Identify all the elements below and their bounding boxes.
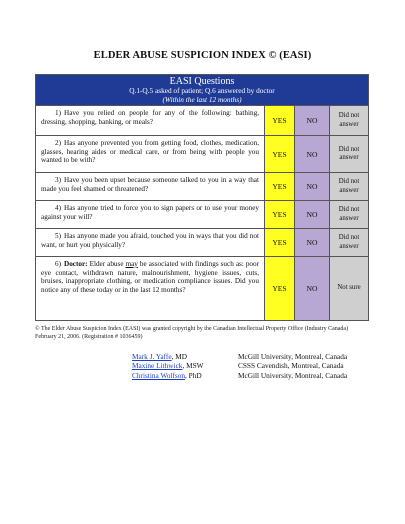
question-text-rest: be associated with findings such as: poor eye contact, withdrawn nature, malnourishment, hygiene issues, cuts, bruises, inappropriate clothing, or medication compliance issues. Did you notice any of these today or in the last 12 months? [41,260,259,295]
author-list [132,352,347,380]
author-credential: , PhD [185,370,202,380]
question-row-1 [36,106,369,136]
yes-option[interactable]: YES [265,201,295,229]
question-cell [36,257,265,321]
question-text: Has anyone made you afraid, touched you in ways that you did not want, or hurt you physically? [41,232,259,249]
author-name-link[interactable]: Maxine Lithwick [132,361,183,371]
question-cell [36,173,265,201]
question-text: Have you been upset because someone talked to you in a way that made you feel shamed or threatened? [41,176,259,193]
no-option[interactable]: NO [295,136,330,173]
question-cell [36,106,265,136]
question-row-3 [36,173,369,201]
author-affiliation: McGill University, Montreal, Canada [238,352,348,361]
question-number: 5) [55,232,61,240]
no-option[interactable]: NO [295,257,330,321]
author-affiliation: McGill University, Montreal, Canada [238,370,348,380]
yes-option[interactable]: YES [265,173,295,201]
table-header [36,75,369,106]
author-credential: , MSW [182,361,204,371]
no-option[interactable]: NO [295,229,330,257]
author-row [132,361,347,370]
question-cell [36,229,265,257]
question-number: 6) [55,260,61,268]
did-not-answer-option[interactable]: Did not answer [330,201,369,229]
author-name-link[interactable]: Mark J. Yaffe [132,352,172,361]
yes-option[interactable]: YES [265,229,295,257]
question-row-6 [36,257,369,321]
doctor-label: Doctor: [64,260,88,268]
did-not-answer-option[interactable]: Did not answer [330,136,369,173]
question-text-may: may [125,260,138,268]
question-row-4 [36,201,369,229]
question-number: 3) [55,176,61,184]
question-row-2 [36,136,369,173]
question-text [41,260,259,294]
yes-option[interactable]: YES [265,136,295,173]
not-sure-option[interactable]: Not sure [330,257,369,321]
table-header-timeframe: (Within the last 12 months) [162,94,242,104]
author-row [132,352,347,361]
did-not-answer-option[interactable]: Did not answer [330,173,369,201]
did-not-answer-option[interactable]: Did not answer [330,106,369,136]
question-cell [36,136,265,173]
document-title: ELDER ABUSE SUSPICION INDEX © (EASI) [93,50,312,61]
no-option[interactable]: NO [295,173,330,201]
question-number: 2) [55,139,61,147]
question-text-start: Elder abuse [89,260,124,268]
no-option[interactable]: NO [295,201,330,229]
author-affiliation: CSSS Cavendish, Montreal, Canada [238,361,344,371]
question-number: 4) [55,204,61,212]
question-row-5 [36,229,369,257]
yes-option[interactable]: YES [265,257,295,321]
question-cell [36,201,265,229]
author-credential: , MD [171,352,187,361]
did-not-answer-option[interactable]: Did not answer [330,229,369,257]
question-text: Has anyone tried to force you to sign papers or to use your money against your will? [41,204,259,221]
table-header-row [36,75,369,106]
table-header-title: EASI Questions [169,76,235,87]
copyright-notice: © The Elder Abuse Suspicion Index (EASI) was granted copyright by the Canadian Intellectual Property Office (Industry Canada) February 21, 2006. (Registration # 1036459) [35,326,349,341]
question-text: Has anyone prevented you from getting food, clothes, medication, glasses, hearing aides or medical care, or from being with people you wanted to be with? [41,139,259,165]
question-number: 1) [55,109,61,117]
no-option[interactable]: NO [295,106,330,136]
author-row [132,371,347,380]
question-text: Have you relied on people for any of the following: bathing, dressing, shopping, banking, or meals? [41,109,259,126]
table-header-subtitle: Q.1-Q.5 asked of patient; Q.6 answered by doctor [129,86,275,95]
author-name-link[interactable]: Christina Wolfson [132,370,185,380]
yes-option[interactable]: YES [265,106,295,136]
easi-questions-table [35,74,369,321]
